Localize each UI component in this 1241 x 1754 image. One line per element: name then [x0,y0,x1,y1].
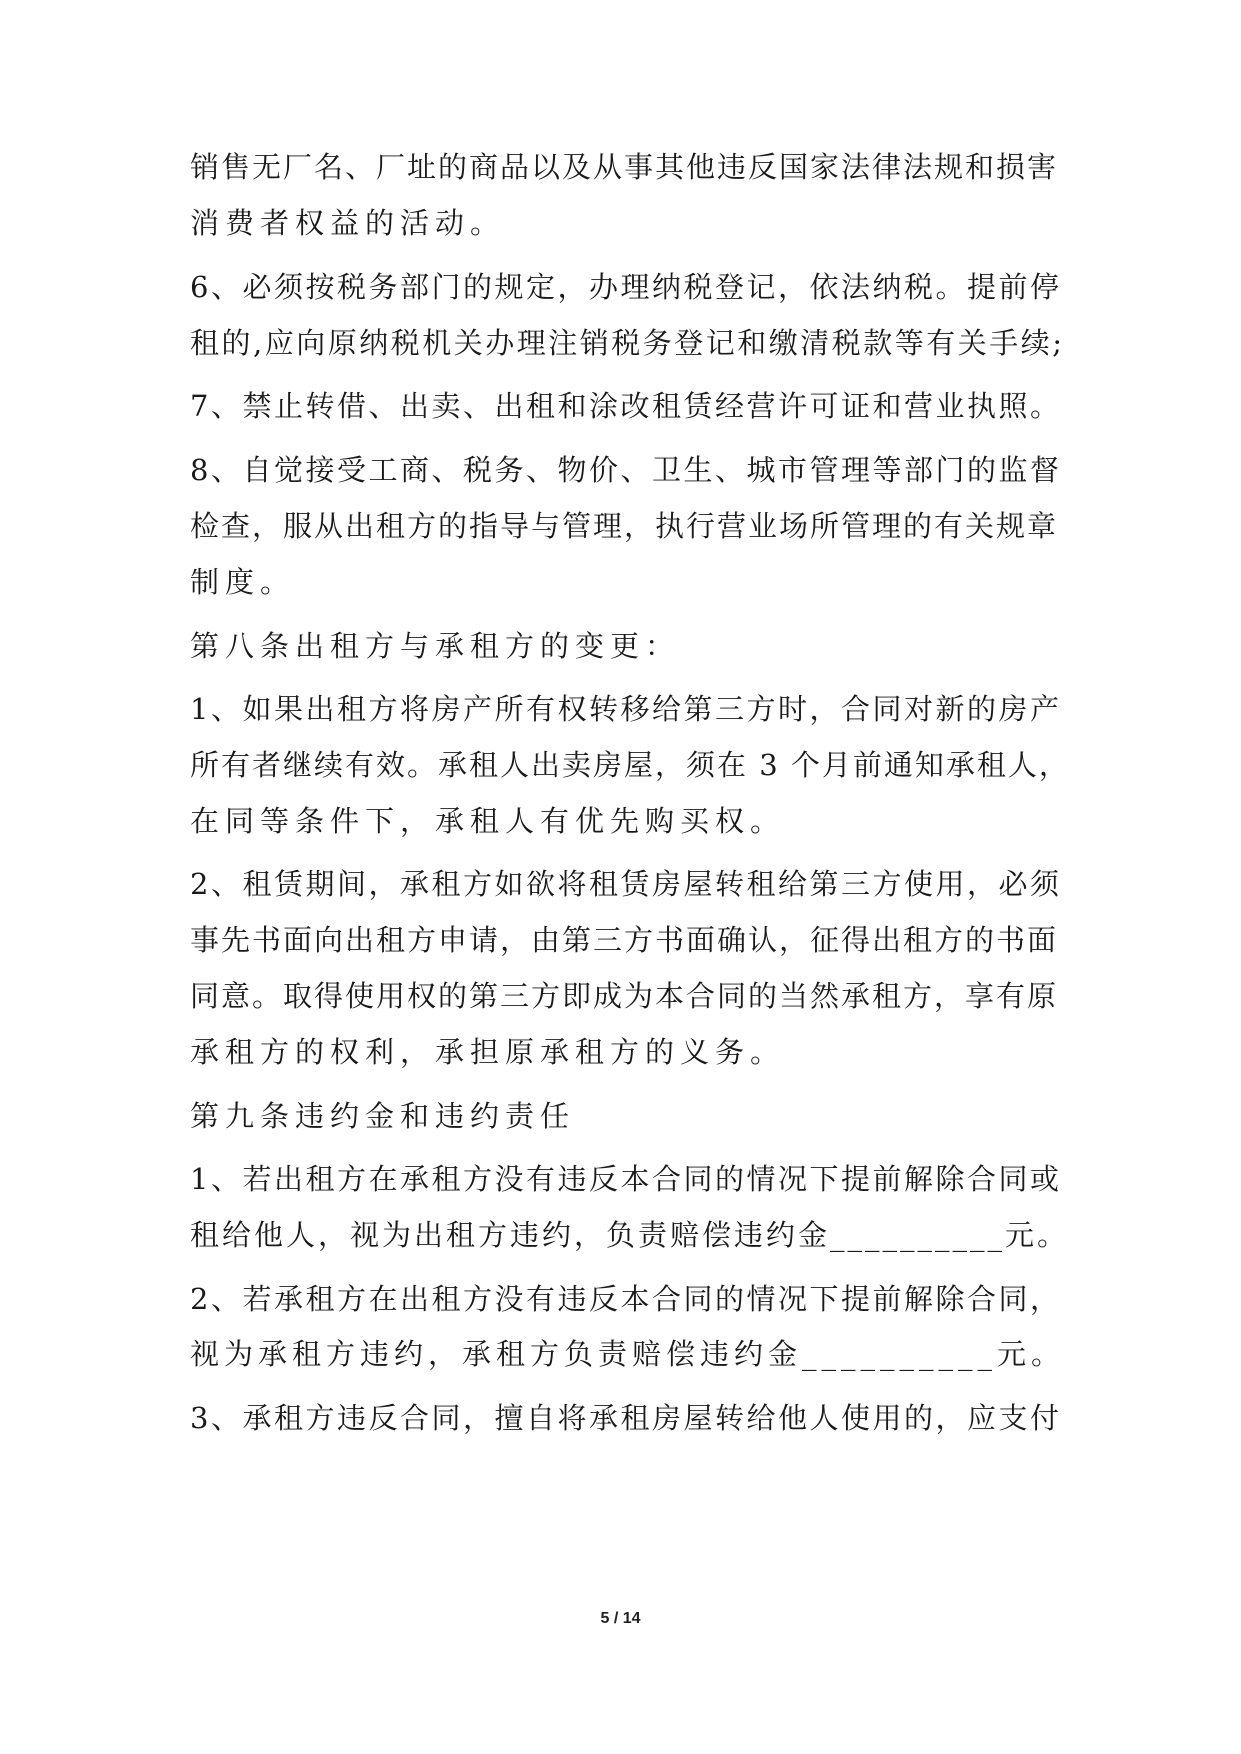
text-line: 所有者继续有效。承租人出卖房屋，须在 3 个月前通知承租人， [190,748,1070,782]
text-line: 租给他人，视为出租方违约，负责赔偿违约金__________元。 [190,1218,1070,1252]
text-line: 1、若出租方在承租方没有违反本合同的情况下提前解除合同或 [190,1162,1062,1196]
text-line: 2、租赁期间，承租方如欲将租赁房屋转租给第三方使用，必须 [190,867,1062,901]
text-line: 消费者权益的活动。 [190,206,506,240]
section-heading: 第九条违约金和违约责任 [190,1099,576,1133]
text-line: 销售无厂名、厂址的商品以及从事其他违反国家法律法规和损害 [190,150,1059,184]
text-line: 检查，服从出租方的指导与管理，执行营业场所管理的有关规章 [190,509,1059,543]
text-line: 在同等条件下，承租人有优先购买权。 [190,804,786,838]
text-line: 事先书面向出租方申请，由第三方书面确认，征得出租方的书面 [190,923,1059,957]
text-line: 8、自觉接受工商、税务、物价、卫生、城市管理等部门的监督 [190,453,1062,487]
text-line: 6、必须按税务部门的规定，办理纳税登记，依法纳税。提前停 [190,270,1062,304]
section-heading: 第八条出租方与承租方的变更： [190,629,681,663]
text-line: 承租方的权利，承担原承租方的义务。 [190,1035,786,1069]
text-line: 制度。 [190,565,296,599]
text-line: 同意。取得使用权的第三方即成为本合同的当然承租方，享有原 [190,979,1059,1013]
text-line: 7、禁止转借、出卖、出租和涂改租赁经营许可证和营业执照。 [190,389,1062,423]
text-line: 3、承租方违反合同，擅自将承租房屋转给他人使用的，应支付 [190,1401,1062,1435]
text-line: 2、若承租方在出租方没有违反本合同的情况下提前解除合同， [190,1282,1062,1316]
text-line: 1、如果出租方将房产所有权转移给第三方时，合同对新的房产 [190,692,1062,726]
text-line: 租的,应向原纳税机关办理注销税务登记和缴清税款等有关手续; [190,326,1065,360]
text-line: 视为承租方违约，承租方负责赔偿违约金__________元。 [190,1337,1066,1371]
page-number: 5 / 14 [600,1610,641,1627]
